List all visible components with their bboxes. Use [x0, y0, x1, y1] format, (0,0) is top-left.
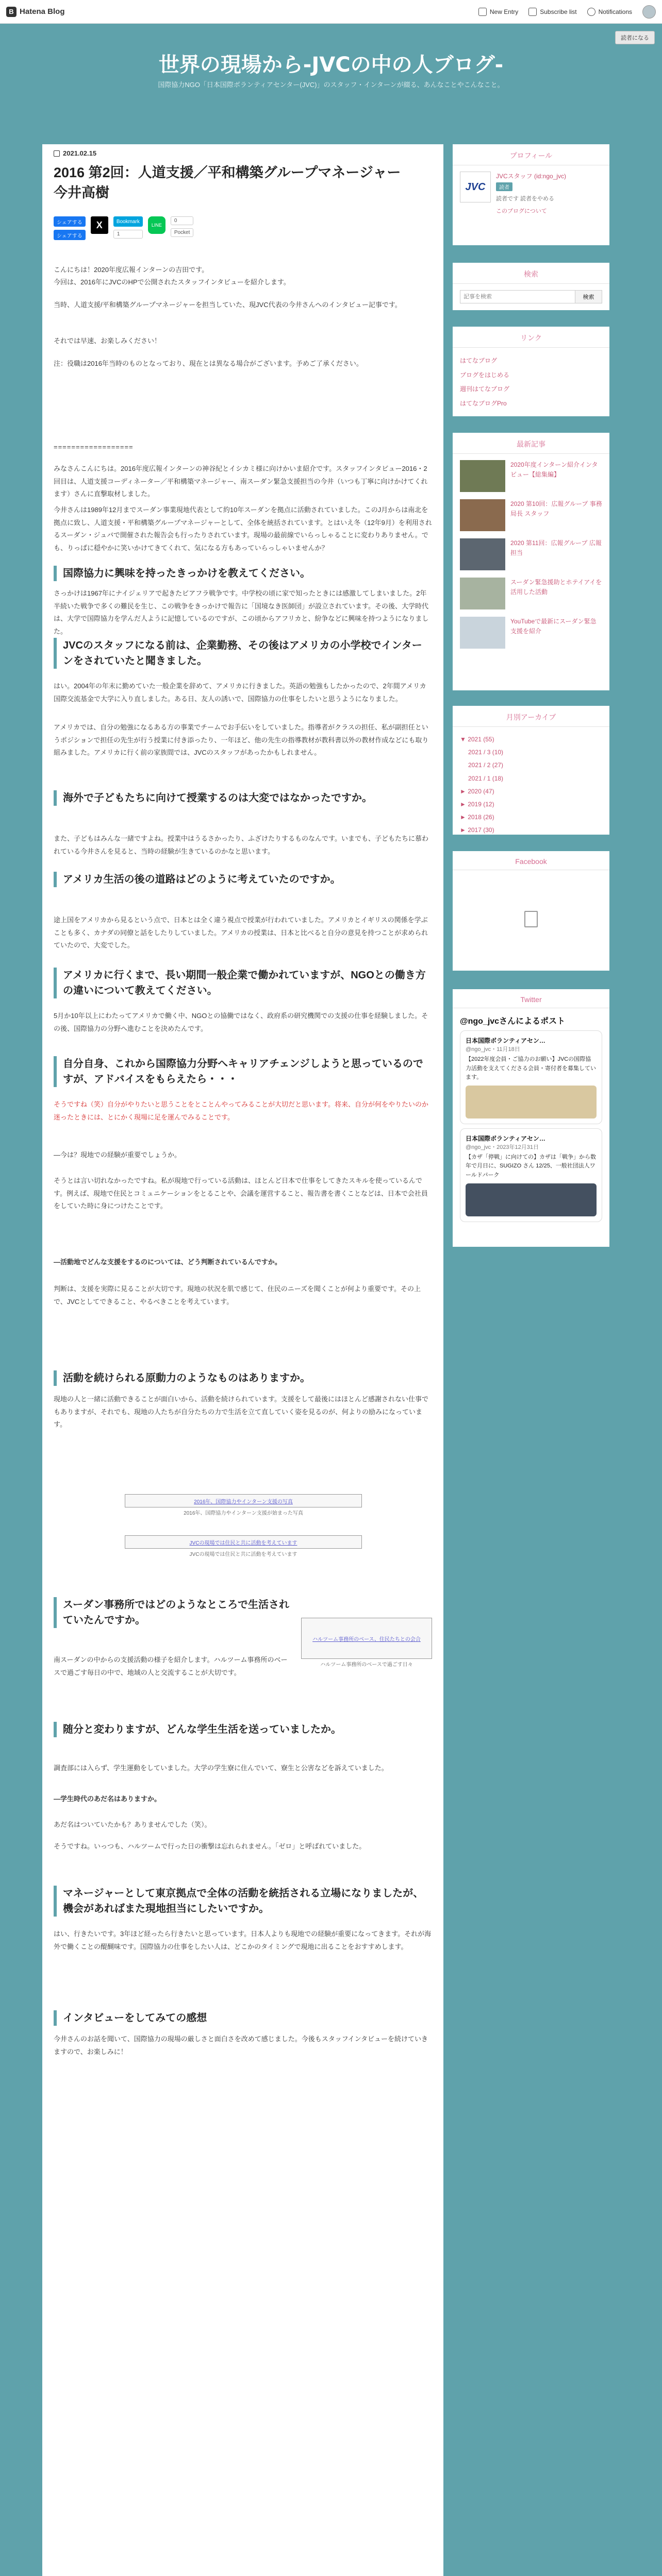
- paragraph: 現地の人と一緒に活動できることが面白いから、活動を続けられています。支援をして最後にはほとんど感謝されない仕事でもありますが、それでも、現地の人たちが自分たちの力で生活を立て直していく姿を見るのが、何よりの励みになっています。: [54, 1395, 428, 1429]
- separator: ==================: [54, 443, 134, 451]
- paragraph: 今井さんは1989年12月までスーダン事業現地代表として約10年スーダンを拠点に活動されていました。このJ月からは南北を拠点に致し、人道支援・平和構築グループマネージャーとして、全体を統括されています。とはいえ冬（12年9月）を利用されるスーダン・ジュバで開催された報告会も行ったりされています。現場の最前線でいらっしゃることに変わりありません。でも、りっぱに穏やかに笑いかけてきてくれて、気になる方もあっていらっしゃいませんか？: [54, 506, 432, 552]
- entry-thumbnail: [460, 538, 505, 570]
- notifications-link[interactable]: [587, 8, 632, 16]
- paragraph: ―今は？現地での経験が重要でしょうか。: [54, 1151, 181, 1159]
- section-heading: スーダン事務所ではどのようなところで生活されていたんですか。: [54, 1597, 291, 1628]
- facebook-embed[interactable]: [453, 870, 609, 968]
- pocket-count: 0: [171, 216, 194, 225]
- figure: [125, 1494, 362, 1517]
- paragraph: そうとは言い切れなかったですね。私が現地で行っている活動は、ほとんど日本で仕事をしてきたスキルを使っているんです。例えば、現地で住民とコミュニケーションをとることや、会議を運営すること、報告書を書くことなどは、日本で会社員をしていた時に身につけたことです。: [54, 1177, 428, 1210]
- tweet-card[interactable]: [460, 1128, 602, 1222]
- links-heading: リンク: [453, 327, 609, 348]
- global-header: [0, 0, 662, 24]
- pencil-icon: [478, 8, 487, 16]
- entry-thumbnail: [460, 499, 505, 531]
- facebook-share-button[interactable]: シェアする: [54, 216, 86, 227]
- profile-logo[interactable]: JVC: [460, 172, 491, 202]
- archive-year[interactable]: ► 2017 (30): [460, 826, 494, 834]
- line-share-button[interactable]: LINE: [148, 216, 166, 234]
- archive-month[interactable]: 2021 / 3 (10): [468, 749, 504, 756]
- paragraph: それでは早速、お楽しみください！: [54, 337, 161, 345]
- twitter-heading: Twitter: [453, 989, 609, 1008]
- paragraph: 途上国をアメリカから見るという点で、日本とは全く違う視点で授業が行われていました。アメリカとイギリスの関係を学ぶことも多く、カナダの同僚と話をしたりしていました。アメリカの授業は、日本と比べると自分の意見を持つことが求められていたので、大変でした。: [54, 916, 428, 950]
- entry-title[interactable]: 2016 第2回：人道支援／平和構築グループマネージャー 今井高樹: [54, 165, 415, 201]
- paragraph: そうですね。いっつも、ハルツームで行った日の衝撃は忘れられません。「ゼロ」と呼ばれていました。: [54, 1842, 366, 1850]
- link-item[interactable]: ブログをはじめる: [460, 371, 510, 379]
- search-input[interactable]: [460, 290, 575, 303]
- tweet-handle: @ngo_jvc・11月18日: [466, 1046, 520, 1053]
- paragraph: はい。2004年の年末に勤めていた一般企業を辞めて、アメリカに行きました。英語の勉強もしたかったので、2年間アメリカ国際交流基金で大学に入り直しました。ある日、友人の誘いで、国際協力の仕事をしたいと思うようになりました。: [54, 682, 426, 703]
- sidebar-links: [453, 327, 609, 416]
- subscribe-status[interactable]: 読者です 読者をやめる: [496, 196, 555, 202]
- facebook-share-button-2[interactable]: シェアする: [54, 230, 86, 240]
- figure-image-link[interactable]: 2016年、国際協力やインターン支援の写真: [125, 1494, 362, 1507]
- entry-date-label: 2021.02.15: [63, 149, 97, 157]
- section-heading: アメリカ生活の後の道路はどのように考えていたのですか。: [54, 872, 432, 887]
- profile-name[interactable]: JVCスタッフ (id:ngo_jvc): [496, 173, 567, 180]
- paragraph: こんにちは！2020年度広報インターンの吉田です。: [54, 266, 209, 274]
- pocket-button[interactable]: Pocket: [171, 228, 194, 237]
- paragraph: 5月か10年以上にわたってアメリカで働く中、NGOとの協働ではなく、政府系の研究機関での支援の仕事を経験しました。その後、国際協力の分野へ進むことを決めたんです。: [54, 1012, 428, 1032]
- recent-entry[interactable]: [460, 538, 602, 570]
- blog-banner: [0, 24, 662, 118]
- new-entry-label: New Entry: [489, 8, 519, 15]
- paragraph: 当時、人道支援/平和構築グループマネージャーを担当していた、現JVC代表の今井さんへのインタビュー記事です。: [54, 301, 402, 309]
- section-heading: インタビューをしてみての感想: [54, 2010, 432, 2026]
- search-heading: 検索: [453, 263, 609, 284]
- entry-title-link[interactable]: 2020年度インターン紹介インタビュー【総集編】: [510, 461, 598, 478]
- sidebar-archive: [453, 706, 609, 835]
- sidebar-profile: [453, 144, 609, 245]
- main-article: [42, 144, 443, 2576]
- entry-title-link[interactable]: 2020 第11回：広報グループ 広報担当: [510, 539, 602, 556]
- entry-thumbnail: [460, 460, 505, 492]
- figure: [125, 1535, 362, 1558]
- entry-title-link[interactable]: YouTubeで最新にスーダン緊急支援を紹介: [510, 618, 597, 635]
- entry-title-link[interactable]: 2020 第10回：広報グループ 事務局長 スタッフ: [510, 500, 602, 517]
- paragraph: 今回は、2016年にJVCのHPで公開されたスタッフインタビューを紹介します。: [54, 278, 290, 286]
- section-heading: 随分と変わりますが、どんな学生生活を送っていましたか。: [54, 1722, 432, 1737]
- paragraph: みなさんこんにちは。2016年度広報インターンの神谷紀とイシカミ様に向けかいま紹介です。スタッフインタビュー2016・2回目は、人道支援コーディネーター／平和構築マネージャー、南スーダン緊急支援担当の今井（いつも丁寧に向けかけてくれます）さんに直撃取材しました。: [54, 465, 428, 498]
- sidebar-facebook: [453, 851, 609, 971]
- figure-image-link[interactable]: ハルツーム事務所のベース、住民たちとの会合: [301, 1618, 432, 1659]
- hatena-logo-label: Hatena Blog: [20, 7, 65, 16]
- sidebar-search: [453, 263, 609, 310]
- entry-date: [54, 149, 96, 157]
- entry-thumbnail: [460, 617, 505, 649]
- paragraph: 調査部には入らず、学生運動をしていました。大学の学生寮に住んでいて、寮生と公害などを訴えていました。: [54, 1764, 388, 1772]
- recent-entry[interactable]: [460, 499, 602, 531]
- paragraph: また、子どもはみんな一緒ですよね。授業中はうるさかったり、ふざけたりするものなんです。いまでも、子どもたちに慕われている今井さんを見ると、当時の経験が生きているのかなと思います。: [54, 835, 428, 855]
- figure-image-link[interactable]: JVCの現場では住民と共に活動を考えています: [125, 1535, 362, 1549]
- tweet-image: [466, 1183, 597, 1216]
- twitter-timeline-title[interactable]: @ngo_jvcさんによるポスト: [460, 1017, 566, 1026]
- section-heading: JVCのスタッフになる前は、企業勤務、その後はアメリカの小学校でインターンをされていたと聞きました。: [54, 638, 432, 669]
- profile-heading: プロフィール: [453, 144, 609, 165]
- link-item[interactable]: 週刊はてなブログ: [460, 385, 510, 393]
- paragraph: はい、行きたいです。3年ほど経ったら行きたいと思っています。日本人よりも現地での経験が重要になってきます。それが海外で働くことの醍醐味です。国際協力の仕事をしたい人は、どこかのタイミングで現地に出ることをおすすめします。: [54, 1930, 432, 1951]
- archive-year[interactable]: ► 2020 (47): [460, 787, 494, 795]
- tweet-author: 日本国際ボランティアセン…: [466, 1037, 545, 1044]
- archive-year[interactable]: ► 2019 (12): [460, 800, 494, 808]
- tweet-image: [466, 1086, 597, 1118]
- link-item[interactable]: はてなブログPro: [460, 399, 507, 407]
- tweet-handle: @ngo_jvc・2023年12月31日: [466, 1144, 539, 1150]
- figure-caption: ハルツーム事務所のベースで過ごす日々: [320, 1662, 413, 1668]
- figure-caption: 2016年、国際協力やインターン支援が始まった写真: [184, 1511, 303, 1516]
- entry-thumbnail: [460, 578, 505, 609]
- paragraph: あだ名はついていたかも？ありませんでした（笑）。: [54, 1821, 211, 1828]
- archive-month[interactable]: 2021 / 2 (27): [468, 761, 504, 769]
- recent-entry[interactable]: [460, 578, 602, 609]
- paragraph: 注：役職は2016年当時のものとなっており、現在とは異なる場合がございます。予めご了承ください。: [54, 360, 363, 367]
- section-heading: 活動を続けられる原動力のようなものはありますか。: [54, 1370, 432, 1386]
- paragraph: さっかけは1967年にナイジェリアで起きたビアフラ戦争です。中学校の頃に家で知ったときには感激してしまいました。2年半続いた戦争で多くの難民を生じ、この戦争をきっかけで報告に「国境なき医師団」が設立されています。その後、大学時代は、大学で国際協力を学んだ人ように記憶しているのですが、この頃からアフリカと、紛争などに興味を持つようになりました。: [54, 589, 429, 636]
- paragraph: ―学生時代のあだ名はありますか。: [54, 1795, 161, 1803]
- avatar[interactable]: [642, 5, 656, 19]
- facebook-heading: Facebook: [453, 851, 609, 870]
- section-heading: 海外で子どもたちに向けて授業するのは大変ではなかったですか。: [54, 790, 432, 806]
- recent-entry[interactable]: [460, 460, 602, 492]
- subscribe-button[interactable]: 読者になる: [615, 31, 655, 44]
- blog-description: 国際協力NGO「日本国際ボランティアセンター(JVC)」のスタッフ・インターンが綴る、あんなことやこんなこと。: [158, 81, 504, 89]
- x-share-button[interactable]: X: [91, 216, 108, 234]
- hatena-bookmark-button[interactable]: Bookmark: [113, 216, 143, 227]
- paragraph: 今井さんのお話を聞いて、国際協力の現場の厳しさと面白さを改めて感じました。今後もスタッフインタビューを続けていきますので、お楽しみに！: [54, 2035, 428, 2056]
- entry-title-link[interactable]: スーダン緊急援助とホテイアイを活用した活動: [510, 579, 602, 596]
- sidebar-twitter: [453, 989, 609, 1247]
- profile-badge: 読者: [496, 182, 512, 191]
- archive-heading: 月別アーカイブ: [453, 706, 609, 727]
- paragraph: アメリカでは、自分の勉強になるある方の事業でチームでお手伝いをしていました。指導者がクラスの担任、私が副担任というポジションで担任の先生が行う授業に付き添ったり、一年ほど、他の先生の指導教材が教科書以外の教材作成などにも取り組みました。アメリカに行く前の家族間では、JVCのスタッフがあったかもしれません。: [54, 723, 429, 757]
- share-buttons: [54, 216, 193, 240]
- bookmark-count: 1: [113, 230, 143, 239]
- tweet-text: 【カザ「停戦」に向けての】カザは「戦争」から数年で月日に、SUGIZO さん 12/25、一般社団法人ワールドパーク: [466, 1154, 596, 1178]
- section-heading: マネージャーとして東京拠点で全体の活動を統括される立場になりましたが、機会があればまた現地担当にしたいですか。: [54, 1886, 432, 1917]
- archive-year[interactable]: ▼ 2021 (55): [460, 736, 494, 743]
- tweet-author: 日本国際ボランティアセン…: [466, 1134, 545, 1142]
- bell-icon: [587, 8, 595, 16]
- section-heading: アメリカに行くまで、長い期間一般企業で働かれていますが、NGOとの働き方の違いについて教えてください。: [54, 968, 432, 998]
- figure-caption: JVCの現場では住民と共に活動を考えています: [189, 1552, 297, 1557]
- hatena-blog-logo[interactable]: [6, 7, 65, 17]
- new-entry-link[interactable]: [478, 8, 518, 16]
- archive-year[interactable]: ► 2018 (26): [460, 814, 494, 821]
- calendar-icon: [54, 150, 60, 157]
- about-blog-link[interactable]: このブログについて: [496, 208, 547, 214]
- hatena-logo-icon: B: [6, 7, 16, 17]
- list-icon: [528, 8, 537, 16]
- recent-heading: 最新記事: [453, 433, 609, 454]
- blog-title[interactable]: 世界の現場から-JVCの中の人ブログ-: [158, 53, 504, 77]
- subscribe-list-link[interactable]: [528, 8, 576, 16]
- search-button[interactable]: 検索: [575, 290, 602, 303]
- sidebar-recent-entries: [453, 433, 609, 690]
- tweet-card[interactable]: [460, 1030, 602, 1124]
- paragraph: 判断は、支援を実際に見ることが大切です。現地の状況を肌で感じて、住民のニーズを聞くことが何より重要です。その上で、JVCとしてできること、やるべきことを考えています。: [54, 1285, 421, 1306]
- notifications-label: Notifications: [598, 8, 632, 15]
- paragraph: ―活動地でどんな支援をするのについては、どう判断されているんですか。: [54, 1258, 282, 1266]
- subscribe-list-label: Subscribe list: [540, 8, 577, 15]
- section-heading: 自分自身、これから国際協力分野へキャリアチェンジしようと思っているのですが、アドバイスをもらえたら・・・: [54, 1056, 432, 1087]
- tweet-text: 【2022年度会員・ご協力のお願い】JVCの国際協力活動を支えてくださる会員・寄付者を募集しています。: [466, 1056, 596, 1081]
- paragraph: 南スーダンの中からの支援活動の様子を紹介します。ハルツーム事務所のベースで過ごす毎日の中で、地域の人と交流することが大切です。: [54, 1656, 288, 1676]
- section-heading: 国際協力に興味を持ったきっかけを教えてください。: [54, 566, 432, 581]
- figure: [301, 1618, 432, 1669]
- file-placeholder-icon: [524, 911, 538, 927]
- recent-entry[interactable]: [460, 617, 602, 649]
- paragraph: そうですね（笑）自分がやりたいと思うことをとことんやってみることが大切だと思います。将来、自分が何をやりたいのか迷ったときには、とにかく現場に足を運んでみることです。: [54, 1100, 428, 1121]
- archive-month[interactable]: 2021 / 1 (18): [468, 774, 504, 782]
- link-item[interactable]: はてなブログ: [460, 357, 498, 364]
